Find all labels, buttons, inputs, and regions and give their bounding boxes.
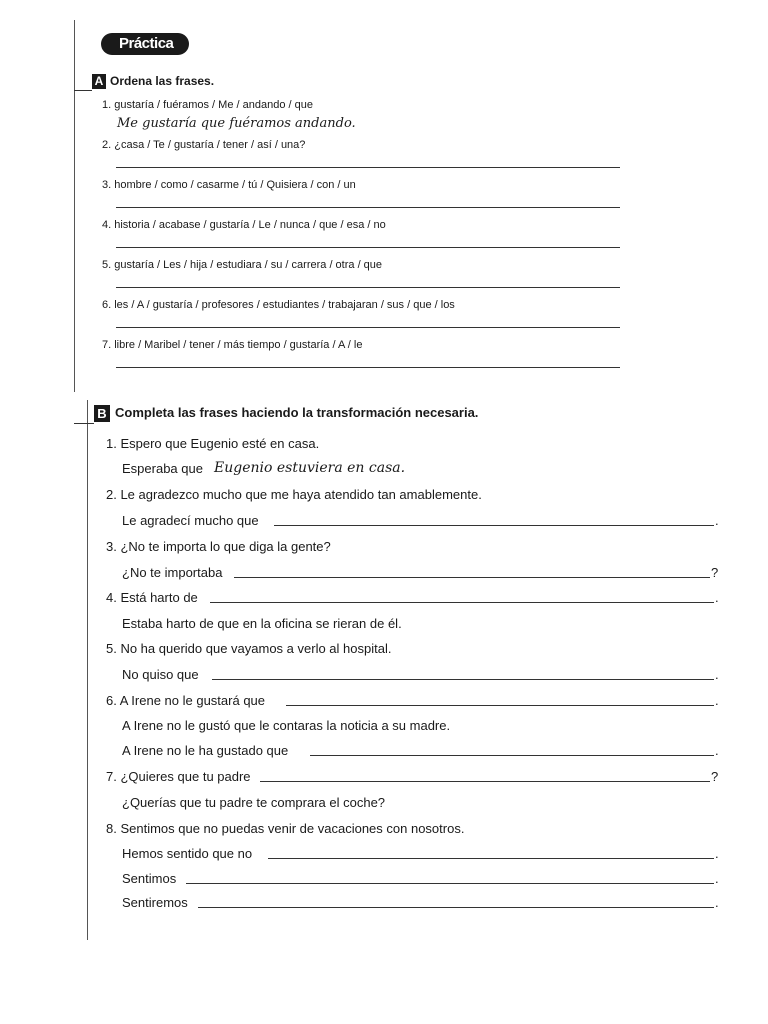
page-margin-line <box>87 400 88 940</box>
answer-line <box>274 525 714 526</box>
line-end-mark: . <box>715 590 719 605</box>
handwritten-answer: Eugenio estuviera en casa. <box>214 460 406 476</box>
list-item: 2. ¿casa / Te / gustaría / tener / así / una? <box>102 139 306 151</box>
line-end-mark: . <box>715 693 719 708</box>
exercise-sentence: 3. ¿No te importa lo que diga la gente? <box>106 539 331 554</box>
exercise-prompt: ¿No te importaba <box>122 565 223 580</box>
answer-line <box>186 883 714 884</box>
bleed-through-text <box>365 12 368 23</box>
list-item: 5. gustaría / Les / hija / estudiara / su / carrera / otra / que <box>102 259 383 271</box>
list-item: 6. les / A / gustaría / profesores / estudiantes / trabajaran / sus / que / los <box>102 299 455 311</box>
answer-line <box>198 907 714 908</box>
answer-line <box>310 755 714 756</box>
answer-line <box>116 247 620 248</box>
handwritten-answer: Me gustaría que fuéramos andando. <box>117 116 356 131</box>
exercise-prompt: ¿Querías que tu padre te comprara el coche? <box>122 795 386 810</box>
exercise-prompt: Sentiremos <box>122 895 188 910</box>
exercise-prompt: A Irene no le ha gustado que <box>122 743 289 758</box>
answer-line <box>234 577 710 578</box>
answer-line <box>212 679 714 680</box>
exercise-prompt: Hemos sentido que no <box>122 846 253 861</box>
line-end-mark: . <box>715 871 719 886</box>
exercise-sentence: 2. Le agradezco mucho que me haya atendido tan amablemente. <box>106 487 482 502</box>
answer-line <box>260 781 710 782</box>
section-b-rule <box>74 423 94 424</box>
exercise-sentence: 1. Espero que Eugenio esté en casa. <box>106 436 320 451</box>
exercise-prompt: Le agradecí mucho que <box>122 513 259 528</box>
list-item: 7. libre / Maribel / tener / más tiempo / gustaría / A / le <box>102 339 363 351</box>
answer-line <box>116 207 620 208</box>
line-end-mark: . <box>715 513 719 528</box>
line-end-mark: . <box>715 846 719 861</box>
exercise-sentence: 6. A Irene no le gustará que <box>106 693 266 708</box>
answer-line <box>116 367 620 368</box>
answer-line <box>268 858 714 859</box>
exercise-prompt: A Irene no le gustó que le contaras la noticia a su madre. <box>122 718 451 733</box>
list-item: 3. hombre / como / casarme / tú / Quisiera / con / un <box>102 179 356 191</box>
page-margin-line <box>74 20 75 392</box>
section-b-heading: Completa las frases haciendo la transformación necesaria. <box>115 405 479 420</box>
answer-line <box>116 167 620 168</box>
line-end-mark: . <box>715 743 719 758</box>
answer-line <box>116 287 620 288</box>
line-end-mark: ? <box>711 565 719 580</box>
answer-line <box>210 602 714 603</box>
page-title: Práctica <box>101 33 189 55</box>
exercise-prompt: Sentimos <box>122 871 177 886</box>
line-end-mark: ? <box>711 769 719 784</box>
exercise-prompt: Esperaba que <box>122 461 203 476</box>
section-b-badge: B <box>94 405 110 422</box>
line-end-mark: . <box>715 667 719 682</box>
line-end-mark: . <box>715 895 719 910</box>
section-a-rule <box>74 90 92 91</box>
exercise-sentence: 7. ¿Quieres que tu padre <box>106 769 251 784</box>
exercise-sentence: 5. No ha querido que vayamos a verlo al hospital. <box>106 641 392 656</box>
exercise-sentence: 8. Sentimos que no puedas venir de vacaciones con nosotros. <box>106 821 465 836</box>
answer-line <box>286 705 714 706</box>
list-item: 1. gustaría / fuéramos / Me / andando / que <box>102 99 313 111</box>
list-item: 4. historia / acabase / gustaría / Le / nunca / que / esa / no <box>102 219 386 231</box>
exercise-sentence: 4. Está harto de <box>106 590 198 605</box>
section-a-badge: A <box>92 74 106 89</box>
exercise-prompt: No quiso que <box>122 667 199 682</box>
exercise-prompt: Estaba harto de que en la oficina se rieran de él. <box>122 616 402 631</box>
answer-line <box>116 327 620 328</box>
section-a-heading: Ordena las frases. <box>110 74 215 88</box>
